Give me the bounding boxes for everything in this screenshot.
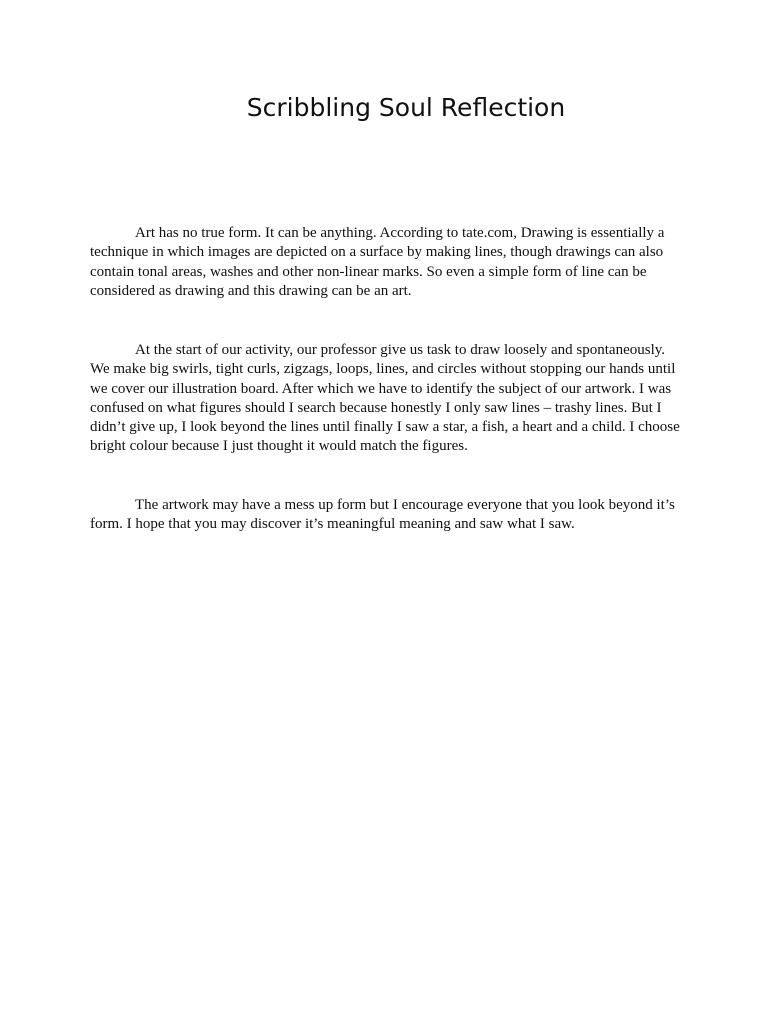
paragraph-2-text: At the start of our activity, our professor give us task to draw loosely and spontaneously. We make big swirls, tight curls, zigzags, loops, lines, and circles without stopping our hands until we cover our illustration board. After which we have to identify the subject of our artwork. I was confused on what figures should I search because honestly I only saw lines – trashy lines. But I didn’t give up, I look beyond the lines until finally I saw a star, a fish, a heart and a child. I choose bright colour because I just thought it would match the figures. [90,342,680,455]
paragraph-3 [90,496,680,535]
paragraph-1 [90,224,680,301]
page-title: Scribbling Soul Reflection [246,93,566,122]
paragraph-2 [90,341,680,457]
paragraph-1-text: Art has no true form. It can be anything. According to tate.com, Drawing is essentially a technique in which images are depicted on a surface by making lines, though drawings can also contain tonal areas, washes and other non-linear marks. So even a simple form of line can be considered as drawing and this drawing can be an art. [90,225,665,299]
paragraph-3-text: The artwork may have a mess up form but I encourage everyone that you look beyond it’s form. I hope that you may discover it’s meaningful meaning and saw what I saw. [90,497,675,533]
